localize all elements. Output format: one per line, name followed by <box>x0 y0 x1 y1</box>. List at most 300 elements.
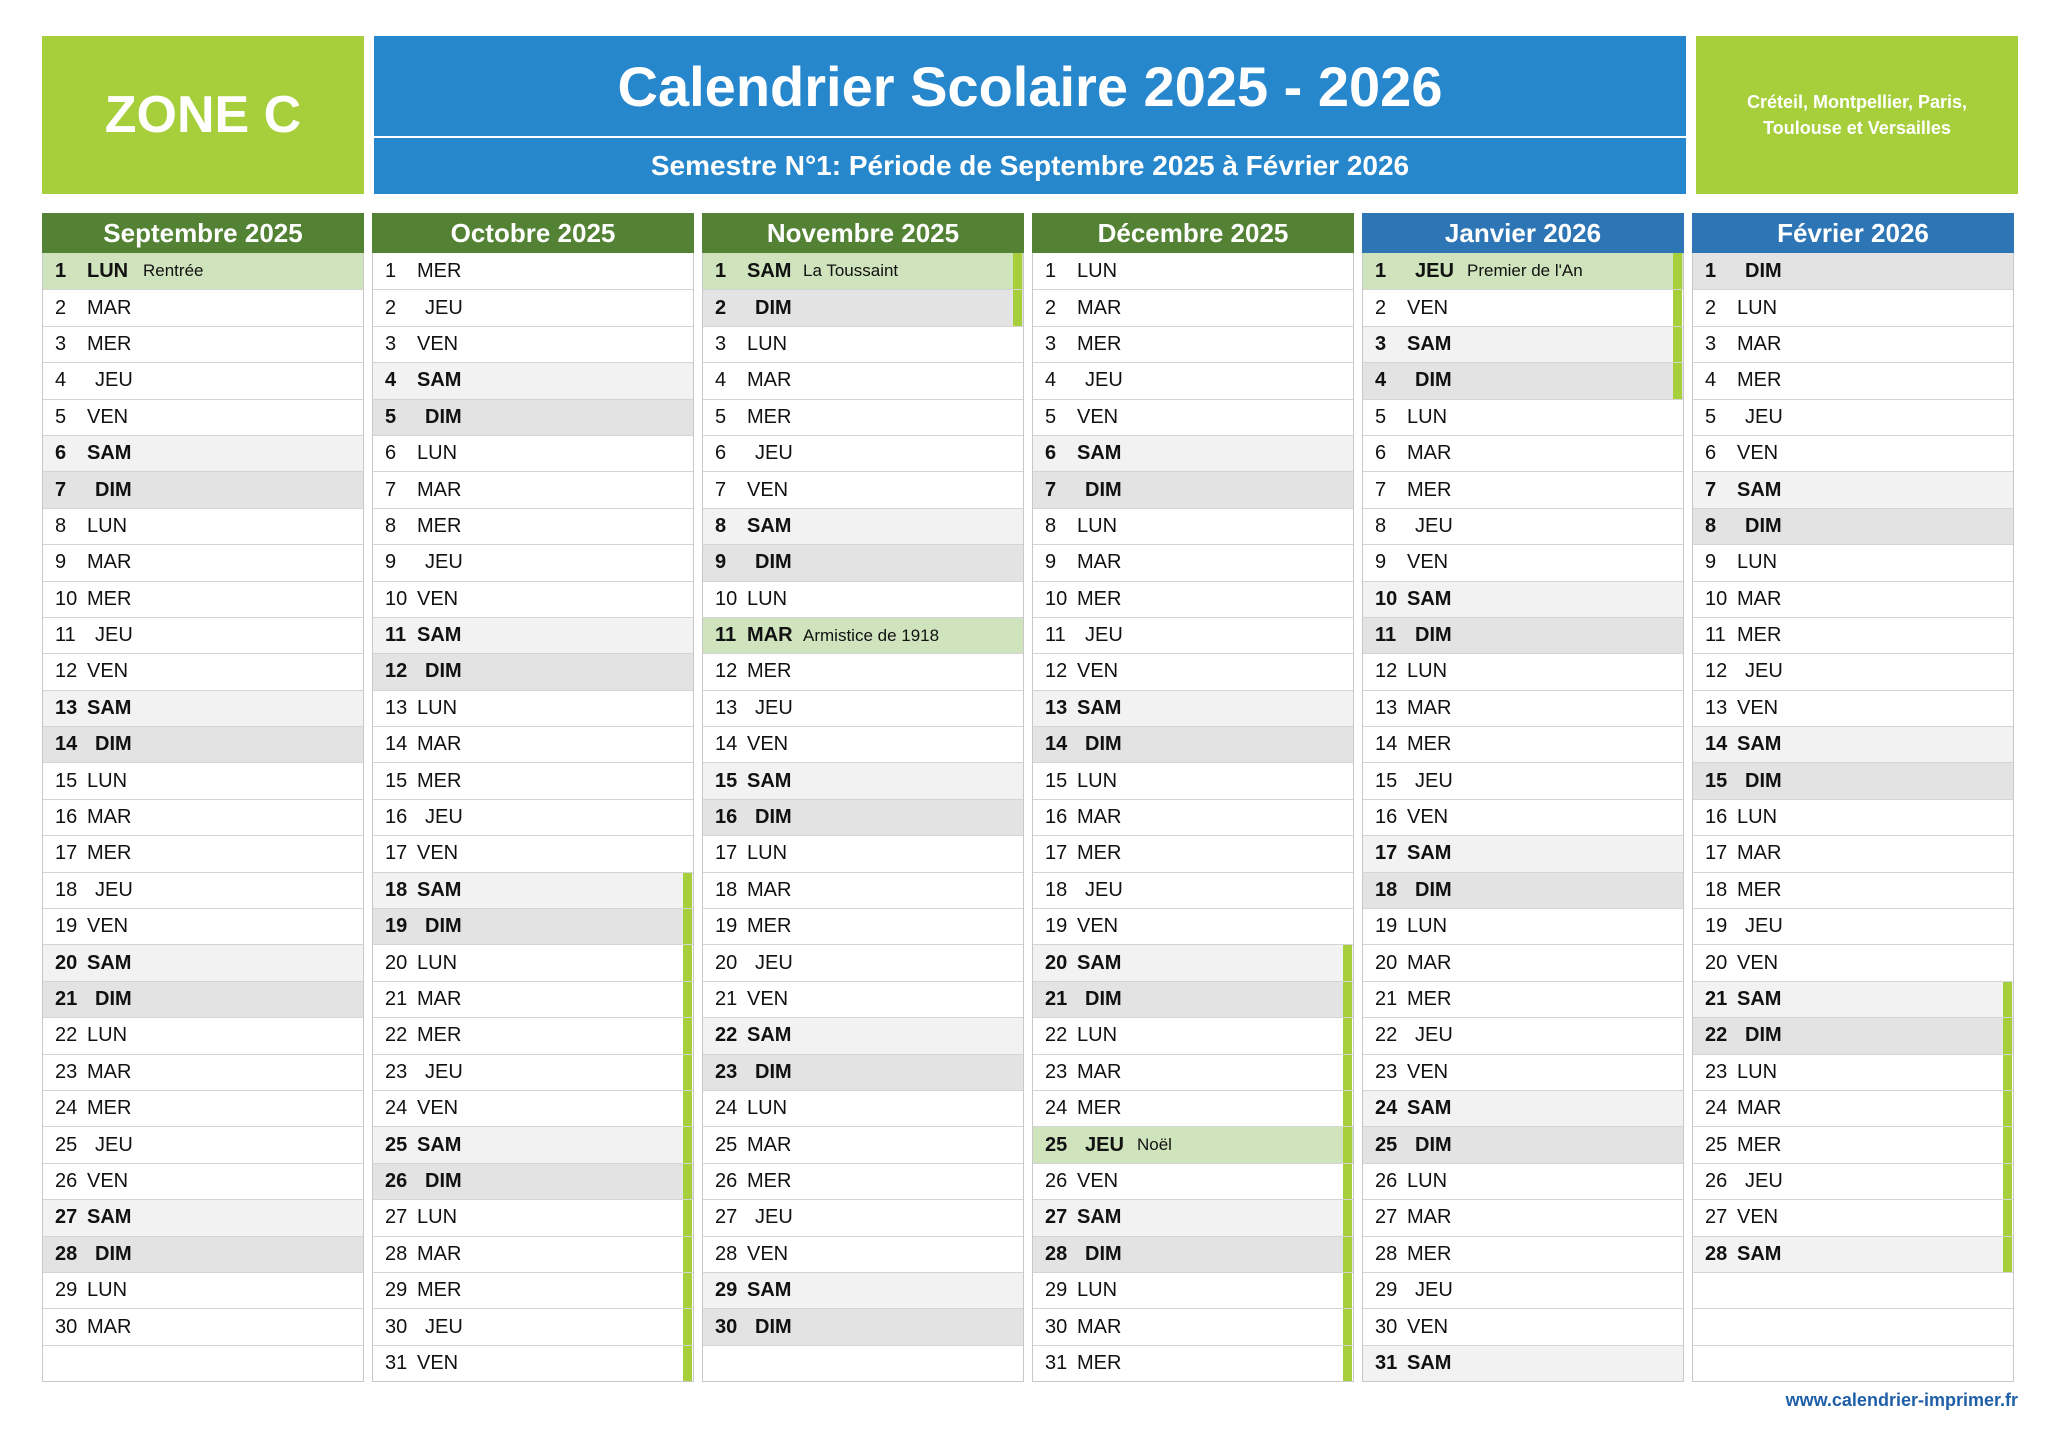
weekday-label: SAM <box>747 259 792 282</box>
day-row <box>43 289 363 325</box>
weekday-label: JEU <box>425 551 463 574</box>
weekday-label: MER <box>417 259 462 282</box>
weekday-label: VEN <box>1407 551 1449 574</box>
month-column <box>1692 213 2014 1382</box>
day-row <box>1363 617 1683 653</box>
weekday-label: SAM <box>1407 842 1452 865</box>
weekday-label: MER <box>747 660 792 683</box>
day-number: 9 <box>715 551 727 574</box>
weekday-label: SAM <box>1407 587 1452 610</box>
weekday-label: LUN <box>1077 259 1118 282</box>
weekday-label: JEU <box>1415 1024 1453 1047</box>
weekday-label: LUN <box>417 696 458 719</box>
day-number: 30 <box>55 1315 78 1338</box>
day-row <box>373 1163 693 1199</box>
empty-row <box>703 1345 1023 1381</box>
day-number: 24 <box>715 1097 738 1120</box>
weekday-label: DIM <box>755 1060 792 1083</box>
day-row <box>43 981 363 1017</box>
weekday-label: LUN <box>417 1206 458 1229</box>
weekday-label: VEN <box>1077 405 1119 428</box>
weekday-label: LUN <box>1737 296 1778 319</box>
weekday-label: DIM <box>1745 259 1782 282</box>
month-column <box>1032 213 1354 1382</box>
weekday-label: MAR <box>417 478 462 501</box>
weekday-label: VEN <box>1737 951 1779 974</box>
weekday-label: VEN <box>1737 442 1779 465</box>
day-number: 3 <box>1375 332 1387 355</box>
day-number: 26 <box>385 1169 408 1192</box>
day-row <box>43 1017 363 1053</box>
day-number: 31 <box>1045 1351 1068 1374</box>
day-number: 15 <box>55 769 78 792</box>
day-row <box>1363 1345 1683 1381</box>
day-number: 20 <box>1705 951 1728 974</box>
day-row <box>1033 762 1353 798</box>
weekday-label: LUN <box>417 442 458 465</box>
day-row <box>703 1017 1023 1053</box>
day-number: 22 <box>385 1024 408 1047</box>
day-number: 9 <box>1705 551 1717 574</box>
empty-row <box>1693 1345 2013 1381</box>
day-row <box>703 362 1023 398</box>
weekday-label: MER <box>1077 1097 1122 1120</box>
weekday-label: DIM <box>755 1315 792 1338</box>
weekday-label: DIM <box>425 915 462 938</box>
weekday-label: LUN <box>87 1024 128 1047</box>
day-row <box>1693 1017 2013 1053</box>
day-number: 12 <box>55 660 78 683</box>
day-number: 29 <box>385 1279 408 1302</box>
day-row <box>373 1090 693 1126</box>
day-number: 3 <box>1705 332 1717 355</box>
day-row <box>1363 1054 1683 1090</box>
weekday-label: VEN <box>1407 296 1449 319</box>
day-row <box>43 944 363 980</box>
weekday-label: LUN <box>1077 1279 1118 1302</box>
day-number: 15 <box>1375 769 1398 792</box>
day-row <box>703 653 1023 689</box>
weekday-label: VEN <box>417 1097 459 1120</box>
day-number: 9 <box>1375 551 1387 574</box>
day-number: 2 <box>1705 296 1717 319</box>
weekday-label: DIM <box>1415 878 1452 901</box>
weekday-label: JEU <box>755 951 793 974</box>
day-row <box>1033 435 1353 471</box>
weekday-label: LUN <box>1407 405 1448 428</box>
day-row <box>373 289 693 325</box>
weekday-label: MAR <box>1407 696 1452 719</box>
day-number: 20 <box>55 951 78 974</box>
day-row <box>1693 399 2013 435</box>
weekday-label: LUN <box>1077 769 1118 792</box>
day-row <box>373 253 693 289</box>
day-number: 6 <box>715 442 727 465</box>
day-number: 4 <box>55 369 67 392</box>
day-row <box>703 944 1023 980</box>
day-number: 12 <box>385 660 408 683</box>
day-row <box>43 690 363 726</box>
day-number: 7 <box>1705 478 1717 501</box>
day-row <box>1033 872 1353 908</box>
day-number: 27 <box>1375 1206 1398 1229</box>
day-number: 1 <box>1705 259 1717 282</box>
day-row <box>1033 835 1353 871</box>
weekday-label: MER <box>1737 1133 1782 1156</box>
day-number: 10 <box>1045 587 1068 610</box>
weekday-label: MER <box>1737 369 1782 392</box>
day-number: 11 <box>1045 624 1066 647</box>
day-row <box>1693 762 2013 798</box>
weekday-label: JEU <box>425 1315 463 1338</box>
event-label: Noël <box>1137 1135 1172 1155</box>
day-number: 10 <box>55 587 78 610</box>
day-number: 27 <box>1705 1206 1728 1229</box>
day-number: 17 <box>1375 842 1398 865</box>
weekday-label: SAM <box>87 1206 132 1229</box>
day-number: 4 <box>715 369 727 392</box>
day-number: 5 <box>55 405 67 428</box>
weekday-label: VEN <box>417 1351 459 1374</box>
day-row <box>1693 908 2013 944</box>
day-row <box>703 544 1023 580</box>
day-number: 19 <box>1705 915 1728 938</box>
day-number: 26 <box>715 1169 738 1192</box>
weekday-label: JEU <box>95 878 133 901</box>
day-row <box>373 326 693 362</box>
weekday-label: VEN <box>1407 1060 1449 1083</box>
day-number: 27 <box>55 1206 78 1229</box>
day-row <box>1033 1308 1353 1344</box>
day-number: 5 <box>1375 405 1387 428</box>
weekday-label: MER <box>87 1097 132 1120</box>
weekday-label: DIM <box>1415 1133 1452 1156</box>
weekday-label: DIM <box>95 988 132 1010</box>
weekday-label: SAM <box>1737 988 1782 1010</box>
day-row <box>703 471 1023 507</box>
weekday-label: VEN <box>1407 806 1449 829</box>
day-number: 7 <box>385 478 397 501</box>
day-number: 16 <box>1045 806 1068 829</box>
day-number: 25 <box>1705 1133 1728 1156</box>
day-row <box>43 1090 363 1126</box>
day-number: 15 <box>715 769 738 792</box>
weekday-label: SAM <box>87 442 132 465</box>
day-number: 19 <box>385 915 408 938</box>
day-row <box>1033 544 1353 580</box>
day-number: 31 <box>385 1351 408 1374</box>
weekday-label: SAM <box>417 1133 462 1156</box>
weekday-label: JEU <box>1415 769 1453 792</box>
day-row <box>703 326 1023 362</box>
day-number: 29 <box>55 1279 78 1302</box>
day-row <box>43 1272 363 1308</box>
day-number: 21 <box>1705 988 1728 1010</box>
weekday-label: JEU <box>95 369 133 392</box>
day-row <box>1693 1054 2013 1090</box>
weekday-label: JEU <box>1415 259 1454 282</box>
month-column <box>42 213 364 1382</box>
weekday-label: SAM <box>417 878 462 901</box>
day-row <box>373 1199 693 1235</box>
day-number: 23 <box>715 1060 738 1083</box>
day-row <box>1363 872 1683 908</box>
weekday-label: VEN <box>87 660 129 683</box>
month-header: Février 2026 <box>1692 213 2014 253</box>
day-number: 7 <box>1045 478 1057 501</box>
weekday-label: JEU <box>755 442 793 465</box>
weekday-label: DIM <box>1415 624 1452 647</box>
day-number: 1 <box>55 259 67 282</box>
weekday-label: JEU <box>755 696 793 719</box>
day-number: 3 <box>1045 332 1057 355</box>
day-row <box>1363 1163 1683 1199</box>
day-row <box>703 1126 1023 1162</box>
day-number: 2 <box>385 296 397 319</box>
day-number: 27 <box>1045 1206 1068 1229</box>
day-row <box>1693 799 2013 835</box>
day-row <box>43 544 363 580</box>
weekday-label: DIM <box>1745 769 1782 792</box>
day-row <box>703 835 1023 871</box>
weekday-label: MER <box>87 842 132 865</box>
day-number: 27 <box>715 1206 738 1229</box>
day-number: 28 <box>55 1242 78 1265</box>
day-number: 29 <box>1375 1279 1398 1302</box>
day-row <box>43 653 363 689</box>
day-row <box>43 726 363 762</box>
weekday-label: SAM <box>747 514 792 537</box>
weekday-label: MER <box>747 915 792 938</box>
weekday-label: LUN <box>87 1279 128 1302</box>
day-number: 15 <box>1705 769 1728 792</box>
day-number: 13 <box>1045 696 1068 719</box>
day-number: 4 <box>1705 369 1717 392</box>
month-column <box>372 213 694 1382</box>
day-number: 25 <box>715 1133 738 1156</box>
weekday-label: JEU <box>1745 915 1783 938</box>
day-row <box>1363 1199 1683 1235</box>
day-number: 12 <box>1375 660 1398 683</box>
day-row <box>703 1199 1023 1235</box>
day-row <box>43 399 363 435</box>
day-number: 11 <box>715 624 737 647</box>
day-row <box>373 544 693 580</box>
day-number: 3 <box>715 332 727 355</box>
day-number: 8 <box>385 514 397 537</box>
day-row <box>703 435 1023 471</box>
day-row <box>1033 326 1353 362</box>
day-row <box>1033 1272 1353 1308</box>
day-number: 13 <box>55 696 78 719</box>
weekday-label: VEN <box>417 587 459 610</box>
day-row <box>1033 1163 1353 1199</box>
weekday-label: JEU <box>755 1206 793 1229</box>
day-number: 9 <box>55 551 67 574</box>
day-row <box>1033 1199 1353 1235</box>
day-row <box>1693 653 2013 689</box>
day-row <box>703 253 1023 289</box>
event-label: La Toussaint <box>803 261 899 281</box>
day-number: 11 <box>55 624 76 647</box>
weekday-label: JEU <box>95 624 133 647</box>
day-number: 8 <box>55 514 67 537</box>
day-number: 20 <box>1045 951 1068 974</box>
region-label: Créteil, Montpellier, Paris, Toulouse et Versailles <box>1696 36 2018 194</box>
day-number: 17 <box>1045 842 1068 865</box>
weekday-label: MER <box>87 587 132 610</box>
page-title: Calendrier Scolaire 2025 - 2026 <box>374 36 1686 138</box>
day-number: 10 <box>1375 587 1398 610</box>
day-row <box>373 944 693 980</box>
day-row <box>1693 872 2013 908</box>
day-row <box>1363 508 1683 544</box>
weekday-label: MAR <box>417 1242 462 1265</box>
day-number: 22 <box>1045 1024 1068 1047</box>
day-row <box>1693 1090 2013 1126</box>
day-row <box>1693 617 2013 653</box>
day-number: 10 <box>385 587 408 610</box>
day-row <box>1363 762 1683 798</box>
day-number: 2 <box>1045 296 1057 319</box>
day-number: 5 <box>385 405 397 428</box>
weekday-label: VEN <box>1077 660 1119 683</box>
day-row <box>703 690 1023 726</box>
weekday-label: MAR <box>1407 951 1452 974</box>
weekday-label: JEU <box>1745 405 1783 428</box>
weekday-label: VEN <box>417 332 459 355</box>
weekday-label: VEN <box>747 733 789 756</box>
weekday-label: MAR <box>747 1133 792 1156</box>
day-number: 20 <box>715 951 738 974</box>
day-row <box>43 1199 363 1235</box>
day-row <box>1693 362 2013 398</box>
weekday-label: SAM <box>1077 1206 1122 1229</box>
weekday-label: MAR <box>417 988 462 1010</box>
day-number: 11 <box>385 624 407 647</box>
weekday-label: JEU <box>425 806 463 829</box>
day-row <box>1033 253 1353 289</box>
weekday-label: DIM <box>425 660 462 683</box>
day-number: 28 <box>1705 1242 1728 1265</box>
day-number: 10 <box>1705 587 1728 610</box>
weekday-label: MAR <box>1077 1315 1122 1338</box>
day-row <box>1363 690 1683 726</box>
day-row <box>1033 362 1353 398</box>
month-header: Novembre 2025 <box>702 213 1024 253</box>
weekday-label: SAM <box>1407 332 1452 355</box>
weekday-label: SAM <box>747 769 792 792</box>
day-number: 23 <box>385 1060 408 1083</box>
day-row <box>1693 981 2013 1017</box>
weekday-label: MAR <box>1737 587 1782 610</box>
day-number: 17 <box>55 842 78 865</box>
weekday-label: DIM <box>95 478 132 501</box>
weekday-label: SAM <box>1737 478 1782 501</box>
day-row <box>703 508 1023 544</box>
weekday-label: MAR <box>1737 1097 1782 1120</box>
weekday-label: LUN <box>1407 1169 1448 1192</box>
day-row <box>43 253 363 289</box>
day-row <box>1363 326 1683 362</box>
day-row <box>1363 1236 1683 1272</box>
day-row <box>373 617 693 653</box>
weekday-label: MER <box>1077 587 1122 610</box>
weekday-label: MER <box>1077 332 1122 355</box>
day-row <box>1033 399 1353 435</box>
month-column <box>1362 213 1684 1382</box>
day-number: 11 <box>1705 624 1726 647</box>
day-row <box>1363 544 1683 580</box>
day-row <box>1693 289 2013 325</box>
day-row <box>1693 1126 2013 1162</box>
day-number: 19 <box>55 915 78 938</box>
day-number: 6 <box>1705 442 1717 465</box>
day-number: 19 <box>1045 915 1068 938</box>
weekday-label: VEN <box>87 1169 129 1192</box>
day-row <box>43 1163 363 1199</box>
day-row <box>373 762 693 798</box>
day-row <box>703 1308 1023 1344</box>
weekday-label: MER <box>1077 842 1122 865</box>
day-number: 23 <box>55 1060 78 1083</box>
day-row <box>373 690 693 726</box>
weekday-label: LUN <box>747 587 788 610</box>
website-link[interactable]: www.calendrier-imprimer.fr <box>1785 1390 2018 1410</box>
weekday-label: MAR <box>87 1060 132 1083</box>
day-number: 14 <box>715 733 738 756</box>
day-row <box>1033 1017 1353 1053</box>
day-row <box>1033 799 1353 835</box>
weekday-label: JEU <box>1085 878 1123 901</box>
weekday-label: JEU <box>1745 660 1783 683</box>
day-number: 21 <box>1045 988 1068 1010</box>
weekday-label: SAM <box>417 624 462 647</box>
day-row <box>703 981 1023 1017</box>
weekday-label: LUN <box>1737 551 1778 574</box>
weekday-label: VEN <box>747 1242 789 1265</box>
event-label: Rentrée <box>143 261 204 281</box>
day-row <box>1363 289 1683 325</box>
day-number: 22 <box>1705 1024 1728 1047</box>
day-number: 14 <box>55 733 78 756</box>
weekday-label: SAM <box>1077 442 1122 465</box>
weekday-label: MER <box>1407 1242 1452 1265</box>
weekday-label: MER <box>1737 878 1782 901</box>
day-row <box>43 326 363 362</box>
weekday-label: DIM <box>1085 478 1122 501</box>
day-number: 30 <box>715 1315 738 1338</box>
day-row <box>1693 326 2013 362</box>
day-row <box>1033 908 1353 944</box>
day-row <box>1033 1345 1353 1381</box>
weekday-label: LUN <box>87 514 128 537</box>
day-row <box>703 726 1023 762</box>
weekday-label: MAR <box>87 1315 132 1338</box>
day-row <box>1363 435 1683 471</box>
weekday-label: MAR <box>1407 1206 1452 1229</box>
day-number: 15 <box>1045 769 1068 792</box>
weekday-label: VEN <box>87 405 129 428</box>
day-row <box>43 872 363 908</box>
day-row <box>373 1272 693 1308</box>
day-row <box>1693 1199 2013 1235</box>
page-subtitle: Semestre N°1: Période de Septembre 2025 à Février 2026 <box>650 150 1410 181</box>
day-number: 1 <box>1375 259 1387 282</box>
weekday-label: MAR <box>1077 806 1122 829</box>
day-row <box>1693 253 2013 289</box>
day-row <box>43 581 363 617</box>
